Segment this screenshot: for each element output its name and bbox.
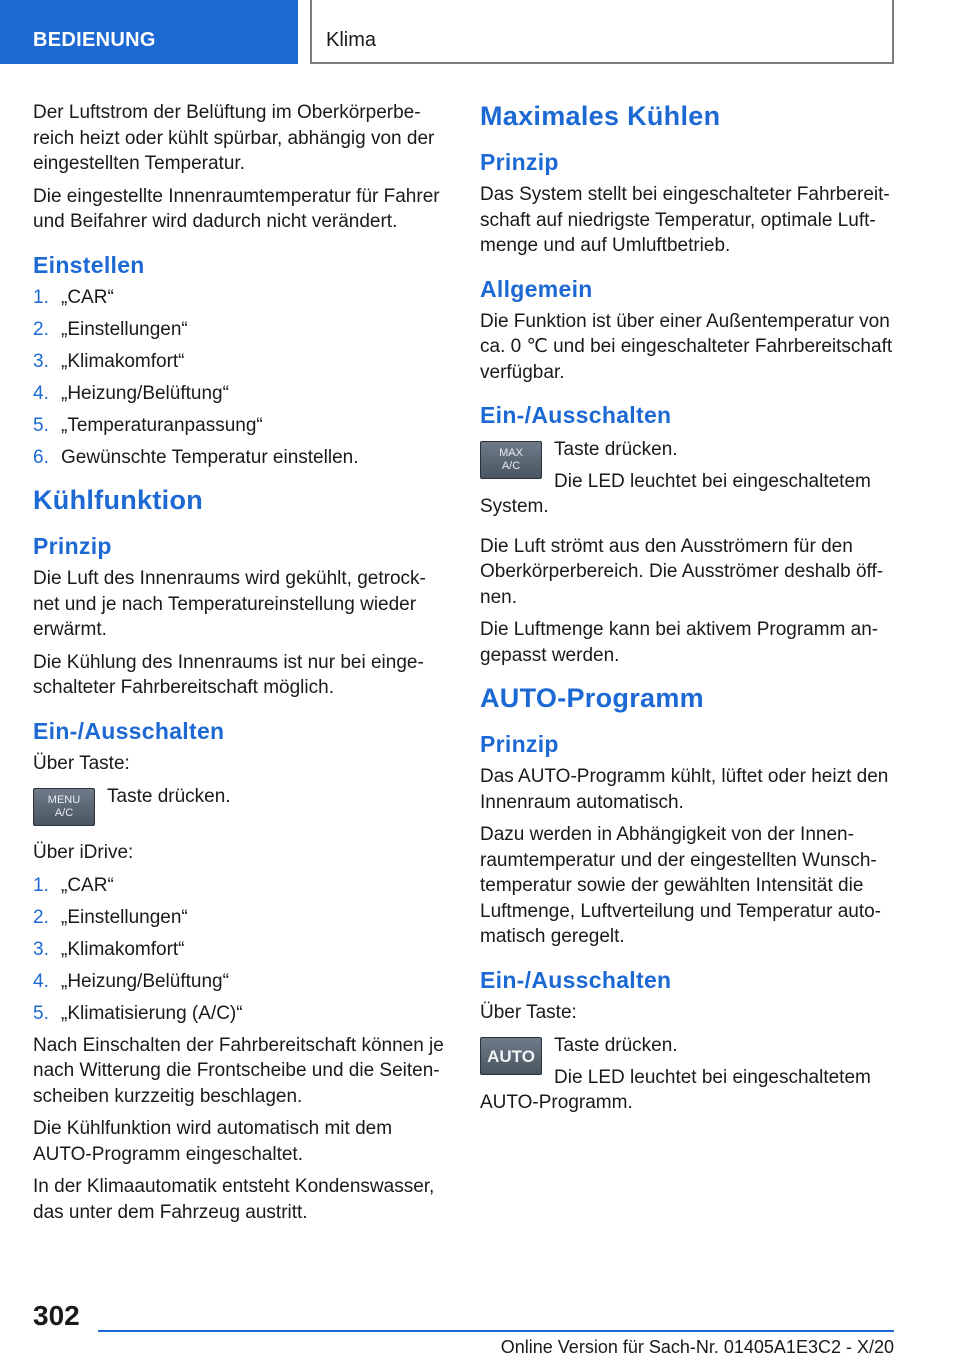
list-text: „Einstellungen“ bbox=[61, 906, 188, 928]
key-label-line2: A/C bbox=[501, 460, 521, 472]
intro-paragraph-1: Der Luftstrom der Belüftung im Oberkörperbe-reich heizt oder kühlt spürbar, abhängig von der eingestellten Temperatur. bbox=[33, 102, 435, 174]
list-item bbox=[33, 937, 449, 963]
list-text: „Klimakomfort“ bbox=[61, 938, 185, 960]
list-number: 6. bbox=[33, 446, 49, 468]
list-item bbox=[33, 873, 449, 899]
luftmenge-paragraph: Die Luftmenge kann bei aktivem Programm an-gepasst werden. bbox=[480, 619, 879, 666]
list-item bbox=[33, 905, 449, 931]
heading-prinzip: Prinzip bbox=[480, 149, 559, 175]
list-item bbox=[33, 413, 449, 439]
section-tab: BEDIENUNG bbox=[0, 0, 298, 64]
list-item bbox=[33, 349, 449, 375]
list-text: „Einstellungen“ bbox=[61, 318, 188, 340]
max-ac-button-icon bbox=[480, 441, 542, 479]
heading-maximales-kuehlen: Maximales Kühlen bbox=[480, 101, 721, 131]
heading-ein-ausschalten: Ein-/Ausschalten bbox=[480, 402, 672, 428]
chapter-title: Klima bbox=[310, 0, 894, 64]
key-label-line2: A/C bbox=[54, 807, 74, 819]
taste-druecken-text: Taste drücken. bbox=[554, 439, 678, 460]
list-item bbox=[33, 381, 449, 407]
list-number: 5. bbox=[33, 1002, 49, 1024]
online-version-text: Online Version für Sach-Nr. 01405A1E3C2 - X/20 bbox=[500, 1337, 894, 1357]
list-number: 3. bbox=[33, 938, 49, 960]
auto-paragraph-2: Dazu werden in Abhängigkeit von der Innen-raumtemperatur und der eingestellten Wunsch-temperatur sowie der gewählten Intensität die Luftmenge, Luftverteilung und Temperatur auto-matisch geregelt. bbox=[480, 824, 882, 947]
paragraph-kondenswasser: In der Klimaautomatik entsteht Kondenswasser, das unter dem Fahrzeug austritt. bbox=[33, 1176, 435, 1223]
led-system-text: Die LED leuchtet bei eingeschaltetem System. bbox=[480, 470, 871, 517]
heading-ein-ausschalten: Ein-/Ausschalten bbox=[33, 717, 225, 744]
page-number: 302 bbox=[33, 1300, 80, 1331]
key-label-line1: MENU bbox=[47, 794, 81, 806]
list-text: „Temperaturanpassung“ bbox=[61, 414, 263, 436]
list-item bbox=[33, 969, 449, 995]
prinzip-paragraph-2: Die Kühlung des Innenraums ist nur bei einge-schalteter Fahrbereitschaft möglich. bbox=[33, 651, 424, 698]
list-text: „CAR“ bbox=[61, 286, 114, 308]
led-auto-text: Die LED leuchtet bei eingeschaltetem AUTO-Programm. bbox=[480, 1066, 871, 1113]
key-label: AUTO bbox=[487, 1046, 535, 1066]
list-number: 3. bbox=[33, 350, 49, 372]
ueber-taste-label: Über Taste: bbox=[480, 1001, 577, 1023]
taste-druecken-text: Taste drücken. bbox=[107, 786, 231, 807]
paragraph-auto-programm: Die Kühlfunktion wird automatisch mit dem AUTO-Programm eingeschaltet. bbox=[33, 1118, 393, 1165]
list-number: 5. bbox=[33, 414, 49, 436]
max-prinzip-paragraph: Das System stellt bei eingeschalteter Fahrbereit-schaft auf niedrigste Temperatur, optimale Luft-menge und auf Umluftbetrieb. bbox=[480, 184, 890, 256]
allgemein-paragraph: Die Funktion ist über einer Außentemperatur von ca. 0 ℃ und bei eingeschalteter Fahrbereitschaft verfügbar. bbox=[480, 310, 893, 383]
ueber-idrive-label: Über iDrive: bbox=[33, 842, 134, 863]
list-item bbox=[33, 1001, 449, 1027]
steps-list-einstellen bbox=[33, 285, 449, 471]
heading-einstellen: Einstellen bbox=[33, 251, 145, 278]
max-ac-key-row bbox=[480, 437, 896, 526]
list-item bbox=[33, 317, 449, 343]
prinzip-paragraph-1: Die Luft des Innenraums wird gekühlt, getrock-net und je nach Temperatureinstellung wieder erwärmt. bbox=[33, 568, 426, 640]
auto-button-icon bbox=[480, 1037, 542, 1075]
ueber-taste-label: Über Taste: bbox=[33, 752, 130, 774]
menu-ac-key-row bbox=[33, 784, 449, 832]
list-text: „Klimakomfort“ bbox=[61, 350, 185, 372]
heading-prinzip: Prinzip bbox=[33, 533, 112, 559]
list-text: „CAR“ bbox=[61, 874, 114, 896]
list-number: 4. bbox=[33, 382, 49, 404]
list-number: 1. bbox=[33, 874, 49, 896]
auto-key-row bbox=[480, 1033, 896, 1122]
intro-paragraph-2: Die eingestellte Innenraumtemperatur für Fahrer und Beifahrer wird dadurch nicht verändert. bbox=[33, 185, 440, 232]
heading-ein-ausschalten: Ein-/Ausschalten bbox=[480, 966, 672, 993]
heading-allgemein: Allgemein bbox=[480, 275, 593, 302]
list-number: 2. bbox=[33, 318, 49, 340]
list-number: 2. bbox=[33, 906, 49, 928]
paragraph-beschlagen: Nach Einschalten der Fahrbereitschaft können je nach Witterung die Frontscheibe und die Seiten-scheiben kurzzeitig beschlagen. bbox=[33, 1034, 444, 1107]
list-text: „Heizung/Belüftung“ bbox=[61, 970, 229, 992]
list-number: 1. bbox=[33, 286, 49, 308]
right-column bbox=[480, 100, 896, 1130]
list-text: Gewünschte Temperatur einstellen. bbox=[61, 446, 359, 468]
list-item bbox=[33, 285, 449, 311]
left-column bbox=[33, 100, 449, 1232]
taste-druecken-text: Taste drücken. bbox=[554, 1035, 678, 1056]
list-text: „Klimatisierung (A/C)“ bbox=[61, 1002, 243, 1024]
auto-paragraph-1: Das AUTO-Programm kühlt, lüftet oder heizt den Innenraum automatisch. bbox=[480, 766, 889, 813]
heading-kuehlfunktion: Kühlfunktion bbox=[33, 485, 204, 515]
steps-list-idrive bbox=[33, 873, 449, 1027]
heading-auto-programm: AUTO-Programm bbox=[480, 683, 704, 713]
luft-paragraph: Die Luft strömt aus den Ausströmern für den Oberkörperbereich. Die Ausströmer deshalb öff-nen. bbox=[480, 535, 884, 608]
list-number: 4. bbox=[33, 970, 49, 992]
menu-ac-button-icon bbox=[33, 788, 95, 826]
list-text: „Heizung/Belüftung“ bbox=[61, 382, 229, 404]
list-item bbox=[33, 445, 449, 471]
key-label-line1: MAX bbox=[499, 447, 523, 459]
heading-prinzip: Prinzip bbox=[480, 731, 559, 757]
footer-divider bbox=[98, 1330, 894, 1332]
